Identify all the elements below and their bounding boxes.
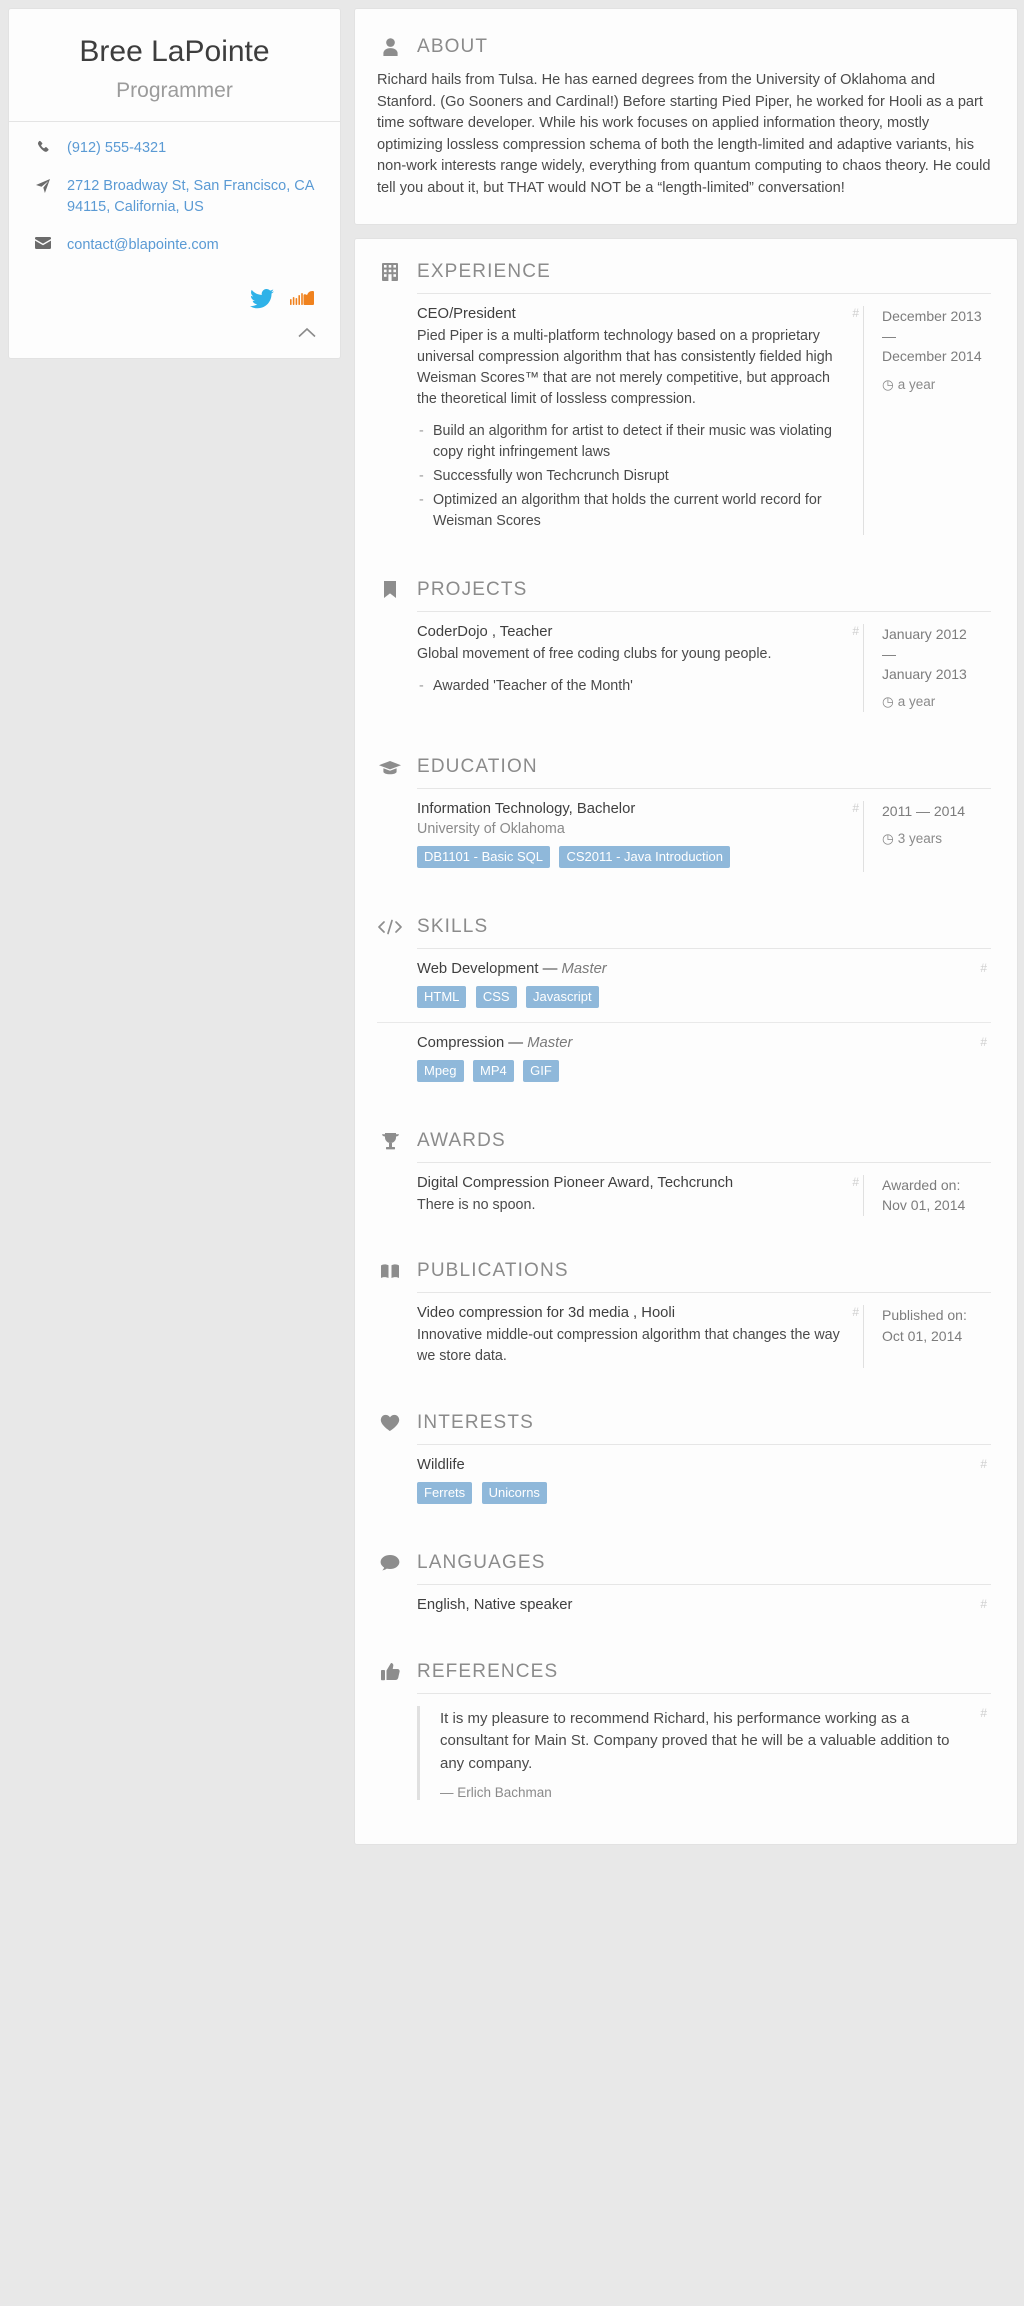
entry-title: Video compression for 3d media , Hooli: [417, 1305, 675, 1322]
interests-header: [377, 1412, 991, 1444]
tag: Ferrets: [417, 1482, 472, 1504]
date-separator: —: [882, 327, 896, 344]
tag: GIF: [523, 1060, 559, 1082]
section-publications: [377, 1260, 991, 1377]
entry-title: Digital Compression Pioneer Award, Techcrunch: [417, 1175, 734, 1192]
experience-title: EXPERIENCE: [417, 260, 551, 282]
date-end: January 2013: [882, 666, 967, 683]
duration-text: a year: [897, 694, 936, 710]
clock-icon: ◷: [882, 376, 894, 392]
award-entry: [377, 1163, 991, 1226]
list-item: - Optimized an algorithm that holds the current world record for Weisman Scores: [417, 490, 845, 532]
meta-value: Oct 01, 2014: [882, 1327, 963, 1344]
about-block: [377, 33, 991, 200]
interest-tags: [417, 1482, 973, 1508]
section-about: [354, 8, 1018, 225]
tag: DB1101 - Basic SQL: [417, 846, 550, 868]
entry-dates: [863, 306, 991, 535]
tag: HTML: [417, 986, 466, 1008]
entry-description: There is no spoon.: [417, 1197, 536, 1214]
meta-label: Published on:: [882, 1307, 967, 1324]
anchor-icon[interactable]: #: [980, 1035, 987, 1050]
entry-content: [377, 1706, 991, 1801]
quote-author: — Erlich Bachman: [440, 1785, 552, 1801]
duration-text: 3 years: [897, 831, 943, 847]
experience-header: [377, 261, 991, 293]
full-name: Bree LaPointe: [79, 35, 270, 68]
contact-address[interactable]: [33, 176, 316, 218]
user-icon: [377, 38, 403, 56]
reference-entry: [377, 1694, 991, 1811]
entry-content: [377, 306, 863, 535]
entry-content: [377, 1597, 991, 1617]
entry-title: Wildlife: [417, 1456, 465, 1473]
education-header: [377, 756, 991, 788]
section-awards: [377, 1130, 991, 1226]
address-text: 2712 Broadway St, San Francisco, CA 94115, California, US: [67, 177, 314, 215]
projects-title: PROJECTS: [417, 578, 528, 600]
projects-header: [377, 579, 991, 611]
entry-description: Global movement of free coding clubs for young people.: [417, 645, 772, 662]
date-start: December 2013: [882, 307, 982, 324]
section-experience: [377, 261, 991, 545]
phone-icon: [33, 138, 53, 155]
quote-text: It is my pleasure to recommend Richard, his performance working as a consultant for Main St. Company proved that he will be a valuable addition to any company.: [440, 1709, 950, 1772]
sidebar-header: [9, 9, 340, 122]
section-references: [377, 1661, 991, 1811]
entry-dates: [863, 801, 991, 872]
job-title: Programmer: [116, 78, 233, 102]
mail-icon: [33, 235, 53, 249]
skill-name: Compression: [417, 1035, 505, 1052]
skill-name: Web Development: [417, 961, 539, 978]
entry-dates: [863, 624, 991, 712]
skill-entry: [377, 949, 991, 1023]
section-skills: [377, 916, 991, 1096]
awards-title: AWARDS: [417, 1130, 506, 1152]
section-education: [377, 756, 991, 882]
interest-entry: [377, 1445, 991, 1518]
sidebar: [8, 8, 341, 359]
anchor-icon[interactable]: #: [980, 1456, 987, 1471]
list-item: - Successfully won Techcrunch Disrupt: [417, 466, 845, 487]
section-languages: [377, 1552, 991, 1627]
anchor-icon[interactable]: #: [980, 961, 987, 976]
entry-description: Pied Piper is a multi-platform technology based on a proprietary universal compression algorithm that has consistently fielded high Weisman Scores™ that are not merely competitive, but approach the theoretical limit of lossless compression.: [417, 327, 833, 408]
skill-level: Master: [561, 961, 607, 978]
bookmark-icon: [377, 580, 403, 599]
phone-link[interactable]: (912) 555-4321: [67, 139, 167, 156]
skill-tags: [417, 986, 973, 1012]
anchor-icon[interactable]: #: [852, 623, 859, 638]
entry-content: [377, 801, 863, 872]
date-end: December 2014: [882, 348, 982, 365]
entry-title: Information Technology, Bachelor: [417, 801, 636, 818]
entry-bullets: [417, 421, 845, 531]
entry-title: [417, 1035, 973, 1051]
chevron-up-icon[interactable]: [298, 326, 316, 342]
duration-text: a year: [897, 376, 936, 392]
code-icon: [377, 919, 403, 935]
publications-title: PUBLICATIONS: [417, 1260, 569, 1282]
tag: Unicorns: [482, 1482, 547, 1504]
skill-level: Master: [527, 1035, 573, 1052]
date-separator: —: [882, 645, 896, 662]
heart-icon: [377, 1414, 403, 1432]
meta-label: Awarded on:: [882, 1177, 961, 1194]
publications-header: [377, 1260, 991, 1292]
tag: MP4: [473, 1060, 514, 1082]
tag: Mpeg: [417, 1060, 464, 1082]
skills-header: [377, 916, 991, 948]
social-links: [9, 281, 340, 320]
reference-quote: [417, 1706, 973, 1801]
publication-entry: [377, 1293, 991, 1377]
trophy-icon: [377, 1132, 403, 1151]
list-item: - Build an algorithm for artist to detect if their music was violating copy right infringement laws: [417, 421, 845, 463]
education-entry: [377, 789, 991, 882]
education-title: EDUCATION: [417, 756, 538, 778]
entry-content: [377, 961, 991, 1012]
entry-title: CEO/President: [417, 305, 516, 322]
entry-content: [377, 1035, 991, 1086]
entry-meta: [863, 1305, 991, 1367]
graduation-cap-icon: [377, 760, 403, 775]
date-start: January 2012: [882, 625, 967, 642]
awards-header: [377, 1130, 991, 1162]
tag: CS2011 - Java Introduction: [559, 846, 730, 868]
entry-content: [377, 1457, 991, 1508]
building-icon: [377, 262, 403, 282]
entry-subtitle: University of Oklahoma: [417, 821, 565, 838]
course-tags: [417, 846, 845, 872]
contact-email[interactable]: [33, 235, 316, 256]
contact-phone[interactable]: [33, 138, 316, 159]
anchor-icon[interactable]: #: [980, 1705, 987, 1720]
anchor-icon[interactable]: #: [980, 1596, 987, 1611]
skills-title: SKILLS: [417, 916, 489, 938]
section-interests: [377, 1412, 991, 1518]
book-icon: [377, 1263, 403, 1280]
entry-meta: [863, 1175, 991, 1216]
email-link[interactable]: contact@blapointe.com: [67, 236, 219, 253]
location-icon: [33, 176, 53, 194]
entry-title: [417, 961, 973, 977]
tag: CSS: [476, 986, 517, 1008]
tag: Javascript: [526, 986, 599, 1008]
entry-content: [377, 1305, 863, 1367]
date-range: 2011 — 2014: [882, 803, 966, 820]
list-item: - Awarded 'Teacher of the Month': [417, 676, 845, 697]
anchor-icon[interactable]: #: [852, 801, 859, 816]
skill-tags: [417, 1060, 973, 1086]
entry-bullets: [417, 676, 845, 697]
skill-sep: —: [542, 961, 558, 978]
entry-title: CoderDojo , Teacher: [417, 623, 553, 640]
collapse-row[interactable]: [9, 320, 340, 358]
entry-content: [377, 1175, 863, 1216]
twitter-icon[interactable]: [250, 289, 274, 314]
main-content: [354, 8, 1018, 1858]
anchor-icon[interactable]: #: [852, 1305, 859, 1320]
references-header: [377, 1661, 991, 1693]
thumbs-up-icon: [377, 1663, 403, 1681]
references-title: REFERENCES: [417, 1660, 559, 1682]
entry-content: [377, 624, 863, 712]
entry-duration: [882, 829, 983, 849]
languages-title: LANGUAGES: [417, 1551, 546, 1573]
soundcloud-icon[interactable]: [290, 291, 316, 312]
languages-header: [377, 1552, 991, 1584]
about-title: ABOUT: [417, 36, 489, 57]
section-projects: [377, 579, 991, 722]
language-entry: [377, 1585, 991, 1627]
skill-sep: —: [508, 1035, 524, 1052]
resume-body: [354, 238, 1018, 1845]
entry-title: English, Native speaker: [417, 1596, 573, 1613]
entry-description: Innovative middle-out compression algorithm that changes the way we store data.: [417, 1327, 840, 1365]
entry-duration: [882, 375, 983, 395]
chat-icon: [377, 1554, 403, 1571]
about-text: Richard hails from Tulsa. He has earned degrees from the University of Oklahoma and Stanford. (Go Sooners and Cardinal!) Before starting Pied Piper, he worked for Hooli as a part time software developer. While his work focuses on applied information theory, mostly optimizing lossless compression schema of both the length-limited and adaptive variants, his non-work interests range widely, everything from quantum computing to chaos theory. He could tell you about it, but THAT would NOT be a “length-limited” conversation!: [377, 72, 991, 197]
skill-entry: [377, 1023, 991, 1096]
project-entry: [377, 612, 991, 722]
meta-value: Nov 01, 2014: [882, 1197, 966, 1214]
clock-icon: ◷: [882, 694, 894, 710]
interests-title: INTERESTS: [417, 1411, 534, 1433]
entry-duration: [882, 692, 983, 712]
resume-page: [8, 8, 1024, 1858]
anchor-icon[interactable]: #: [852, 1175, 859, 1190]
clock-icon: ◷: [882, 831, 894, 847]
anchor-icon[interactable]: #: [852, 305, 859, 320]
contact-list: [9, 122, 340, 281]
experience-entry: [377, 294, 991, 545]
